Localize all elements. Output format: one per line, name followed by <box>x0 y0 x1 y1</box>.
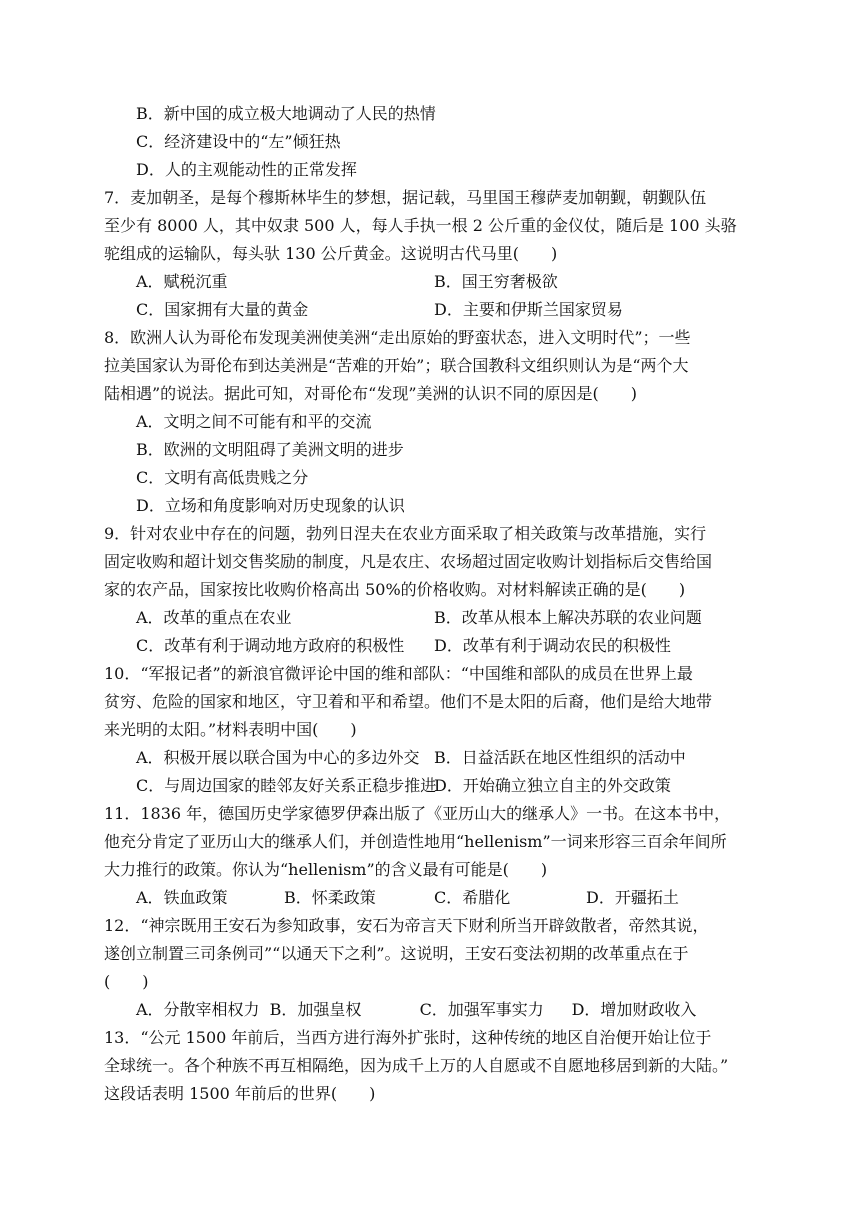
q12-option-a: A．分散宰相权力 <box>136 1000 260 1019</box>
q12-option-d: D．增加财政收入 <box>571 1000 697 1019</box>
q9-stem-line-3: 家的农产品，国家按比收购价格高出 50%的价格收购。对材料解读正确的是( ) <box>104 580 686 599</box>
question-9 <box>104 520 766 660</box>
q12-option-b: B．加强皇权 <box>269 1000 362 1019</box>
q11-option-b: B．怀柔政策 <box>284 888 376 907</box>
q11-option-a: A．铁血政策 <box>136 888 228 907</box>
q7-option-b: B．国王穷奢极欲 <box>434 272 558 291</box>
q8-stem-line-1: 8．欧洲人认为哥伦布发现美洲使美洲“走出原始的野蛮状态，进入文明时代”；一些 <box>104 328 691 347</box>
q12-options-row <box>104 996 766 1024</box>
q9-option-c: C．改革有利于调动地方政府的积极性 <box>136 636 405 655</box>
q8-stem-line-3: 陆相遇”的说法。据此可知，对哥伦布“发现”美洲的认识不同的原因是( ) <box>104 384 638 403</box>
question-12 <box>104 912 766 1024</box>
q11-options-row <box>104 884 766 912</box>
q8-option-b: B．欧洲的文明阻碍了美洲文明的进步 <box>136 440 404 459</box>
q7-options-row-2 <box>104 296 766 324</box>
q11-stem-line-3: 大力推行的政策。你认为“hellenism”的含义最有可能是( ) <box>104 860 548 879</box>
q10-options-row-1 <box>104 744 766 772</box>
q7-stem-line-1: 7．麦加朝圣，是每个穆斯林毕生的梦想，据记载，马里国王穆萨麦加朝觐，朝觐队伍 <box>104 188 707 207</box>
q11-stem-line-1: 11．1836 年，德国历史学家德罗伊森出版了《亚历山大的继承人》一书。在这本书中， <box>104 804 731 823</box>
q12-stem-line-1: 12．“神宗既用王安石为参知政事，安石为帝言天下财利所当开辟敛散者，帝然其说， <box>104 916 709 935</box>
q8-option-a: A．文明之间不可能有和平的交流 <box>136 412 372 431</box>
q13-stem-line-3: 这段话表明 1500 年前后的世界( ) <box>104 1084 376 1103</box>
q10-option-c: C．与周边国家的睦邻友好关系正稳步推进 <box>136 776 437 795</box>
q11-stem-line-2: 他充分肯定了亚历山大的继承人们，并创造性地用“hellenism”一词来形容三百余年间所 <box>104 832 727 851</box>
q12-stem-line-2: 遂创立制置三司条例司”“以通天下之利”。这说明，王安石变法初期的改革重点在于 <box>104 944 689 963</box>
q7-stem-line-2: 至少有 8000 人，其中奴隶 500 人，每人手执一根 2 公斤重的金仪仗，随后是 100 头骆 <box>104 216 737 235</box>
q10-stem-line-1: 10．“军报记者”的新浪官微评论中国的维和部队：“中国维和部队的成员在世界上最 <box>104 664 693 683</box>
q10-stem-line-3: 来光明的太阳。”材料表明中国( ) <box>104 720 357 739</box>
q6-option-d: D．人的主观能动性的正常发挥 <box>136 160 357 179</box>
q11-option-d: D．开疆拓土 <box>586 888 679 907</box>
q8-option-d: D．立场和角度影响对历史现象的认识 <box>136 496 405 515</box>
q7-option-a: A．赋税沉重 <box>136 272 228 291</box>
q10-options-row-2 <box>104 772 766 800</box>
q9-option-a: A．改革的重点在农业 <box>136 608 292 627</box>
q10-option-d: D．开始确立独立自主的外交政策 <box>434 776 671 795</box>
q7-option-c: C．国家拥有大量的黄金 <box>136 300 309 319</box>
q10-stem-line-2: 贫穷、危险的国家和地区，守卫着和平和希望。他们不是太阳的后裔，他们是给大地带 <box>104 692 713 711</box>
q9-option-b: B．改革从根本上解决苏联的农业问题 <box>434 608 702 627</box>
q10-option-b: B．日益活跃在地区性组织的活动中 <box>434 748 686 767</box>
q9-options-row-1 <box>104 604 766 632</box>
q13-stem-line-2: 全球统一。各个种族不再互相隔绝，因为成千上万的人自愿或不自愿地移居到新的大陆。” <box>104 1056 729 1075</box>
question-11 <box>104 800 766 912</box>
q9-options-row-2 <box>104 632 766 660</box>
question-7 <box>104 184 766 324</box>
question-10 <box>104 660 766 800</box>
q12-option-c: C．加强军事实力 <box>419 1000 544 1019</box>
q9-option-d: D．改革有利于调动农民的积极性 <box>434 636 671 655</box>
question-8 <box>104 324 766 520</box>
q8-option-c: C．文明有高低贵贱之分 <box>136 468 309 487</box>
exam-content <box>104 100 766 1108</box>
q12-stem-line-3: ( ) <box>104 972 149 991</box>
q9-stem-line-1: 9．针对农业中存在的问题，勃列日涅夫在农业方面采取了相关政策与改革措施，实行 <box>104 524 707 543</box>
q7-stem-line-3: 驼组成的运输队，每头驮 130 公斤黄金。这说明古代马里( ) <box>104 244 558 263</box>
question-13 <box>104 1024 766 1108</box>
q13-stem-line-1: 13．“公元 1500 年前后，当西方进行海外扩张时，这种传统的地区自治便开始让位于 <box>104 1028 712 1047</box>
q7-options-row-1 <box>104 268 766 296</box>
q6-option-b: B．新中国的成立极大地调动了人民的热情 <box>136 104 436 123</box>
q9-stem-line-2: 固定收购和超计划交售奖励的制度，凡是农庄、农场超过固定收购计划指标后交售给国 <box>104 552 713 571</box>
q8-stem-line-2: 拉美国家认为哥伦布到达美洲是“苦难的开始”；联合国教科文组织则认为是“两个大 <box>104 356 689 375</box>
q7-option-d: D．主要和伊斯兰国家贸易 <box>434 300 623 319</box>
q6-option-c: C．经济建设中的“左”倾狂热 <box>136 132 341 151</box>
q10-option-a: A．积极开展以联合国为中心的多边外交 <box>136 748 420 767</box>
q11-option-c: C．希腊化 <box>434 888 511 907</box>
